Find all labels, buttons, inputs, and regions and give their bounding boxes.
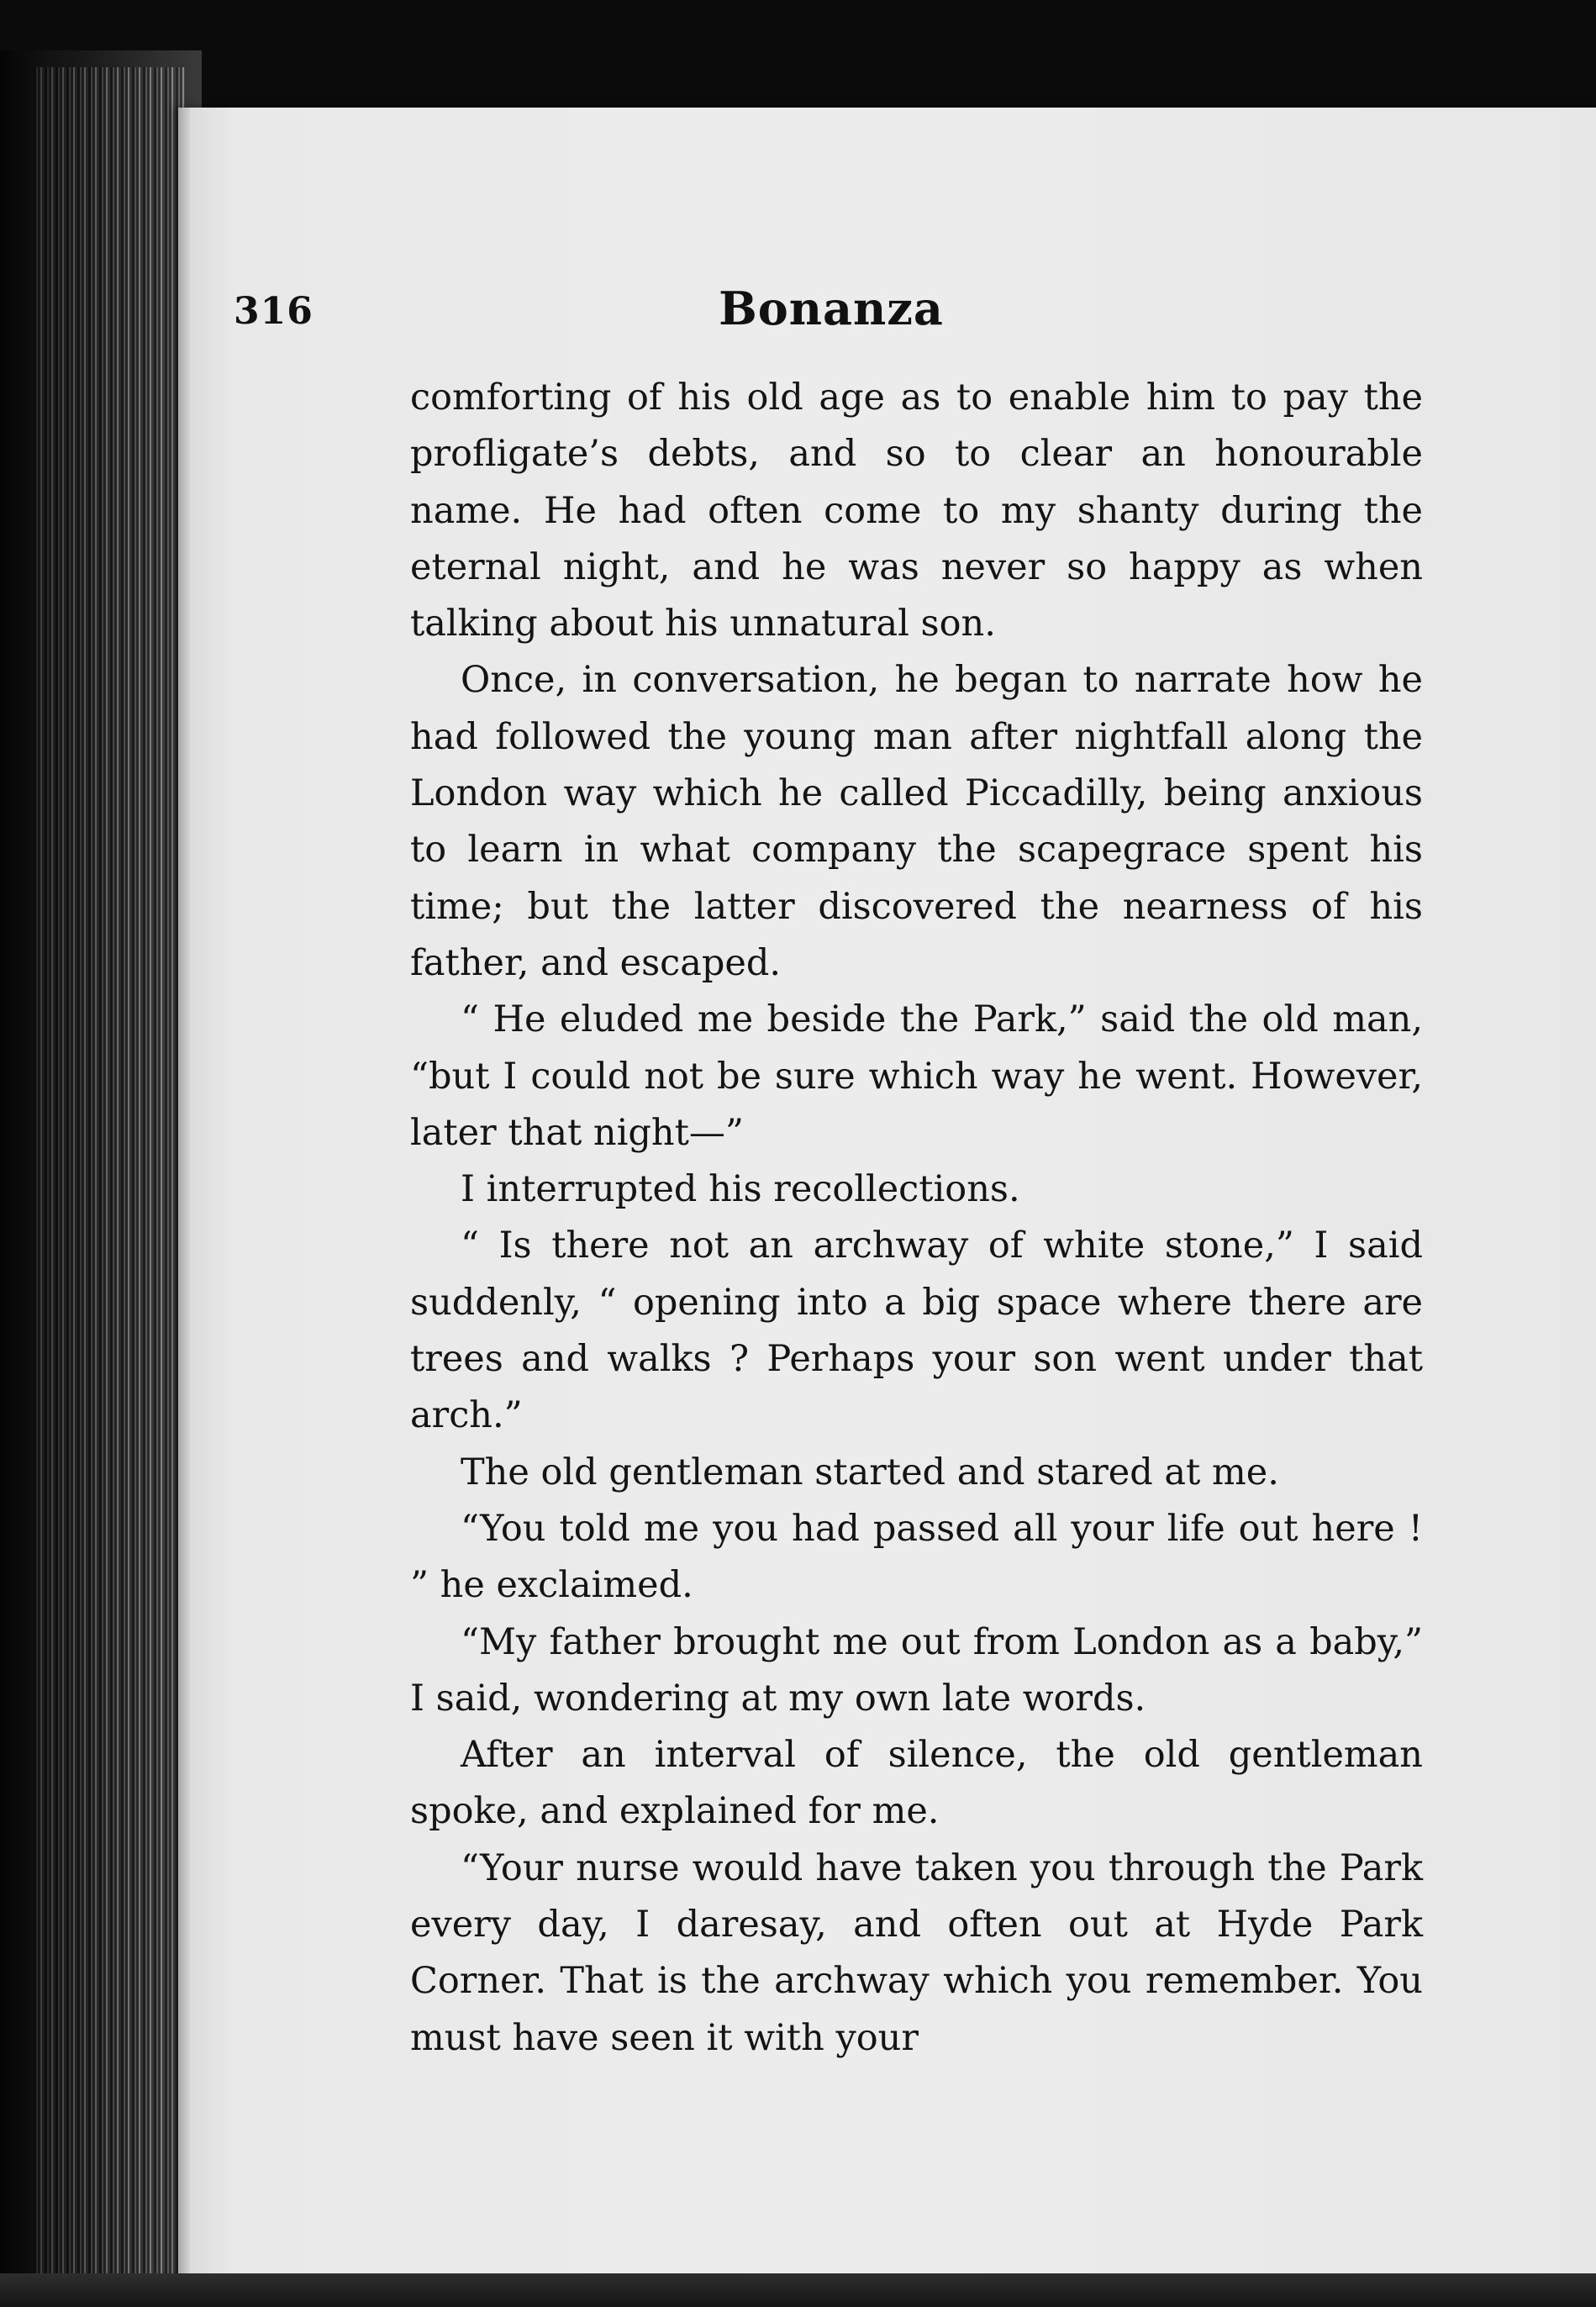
paragraph: After an interval of silence, the old gentleman spoke, and explained for me. <box>410 1734 1423 1833</box>
paragraph: Once, in conversation, he began to narrate how he had followed the young man after nightfall along the London way which he called Piccadilly, being anxious to learn in what company the scapegrace spent his time; but the latter discovered the nearness of his father, and escaped. <box>410 659 1423 984</box>
paragraph: “My father brought me out from London as a baby,” I said, wondering at my own late words. <box>410 1620 1423 1720</box>
page-stack-fore-edge <box>34 67 185 2307</box>
paragraph: The old gentleman started and stared at me. <box>461 1451 1279 1493</box>
paragraph: comforting of his old age as to enable him to pay the profligate’s debts, and so to clear an honourable name. He had often come to my shanty during the eternal night, and he was never so happy as when talking about his unnatural son. <box>410 377 1423 645</box>
page-number: 316 <box>234 290 313 333</box>
bottom-binding-edge <box>0 2273 1596 2307</box>
paragraph: “ Is there not an archway of white stone,” I said suddenly, “ opening into a big space where there are trees and walks ? Perhaps your son went under that arch.” <box>410 1225 1423 1437</box>
running-head <box>234 282 1429 357</box>
paragraph: “You told me you had passed all your life out here ! ” he exclaimed. <box>410 1507 1423 1607</box>
paragraph: I interrupted his recollections. <box>461 1168 1020 1211</box>
paragraph: “ He eluded me beside the Park,” said the old man, “but I could not be sure which way he went. However, later that night—” <box>410 998 1423 1154</box>
body-text <box>410 370 1423 2067</box>
paragraph: “Your nurse would have taken you through the Park every day, I daresay, and often out at Hyde Park Corner. That is the archway which you remember. You must have seen it with your <box>410 1846 1423 2059</box>
book-title: Bonanza <box>719 282 944 335</box>
